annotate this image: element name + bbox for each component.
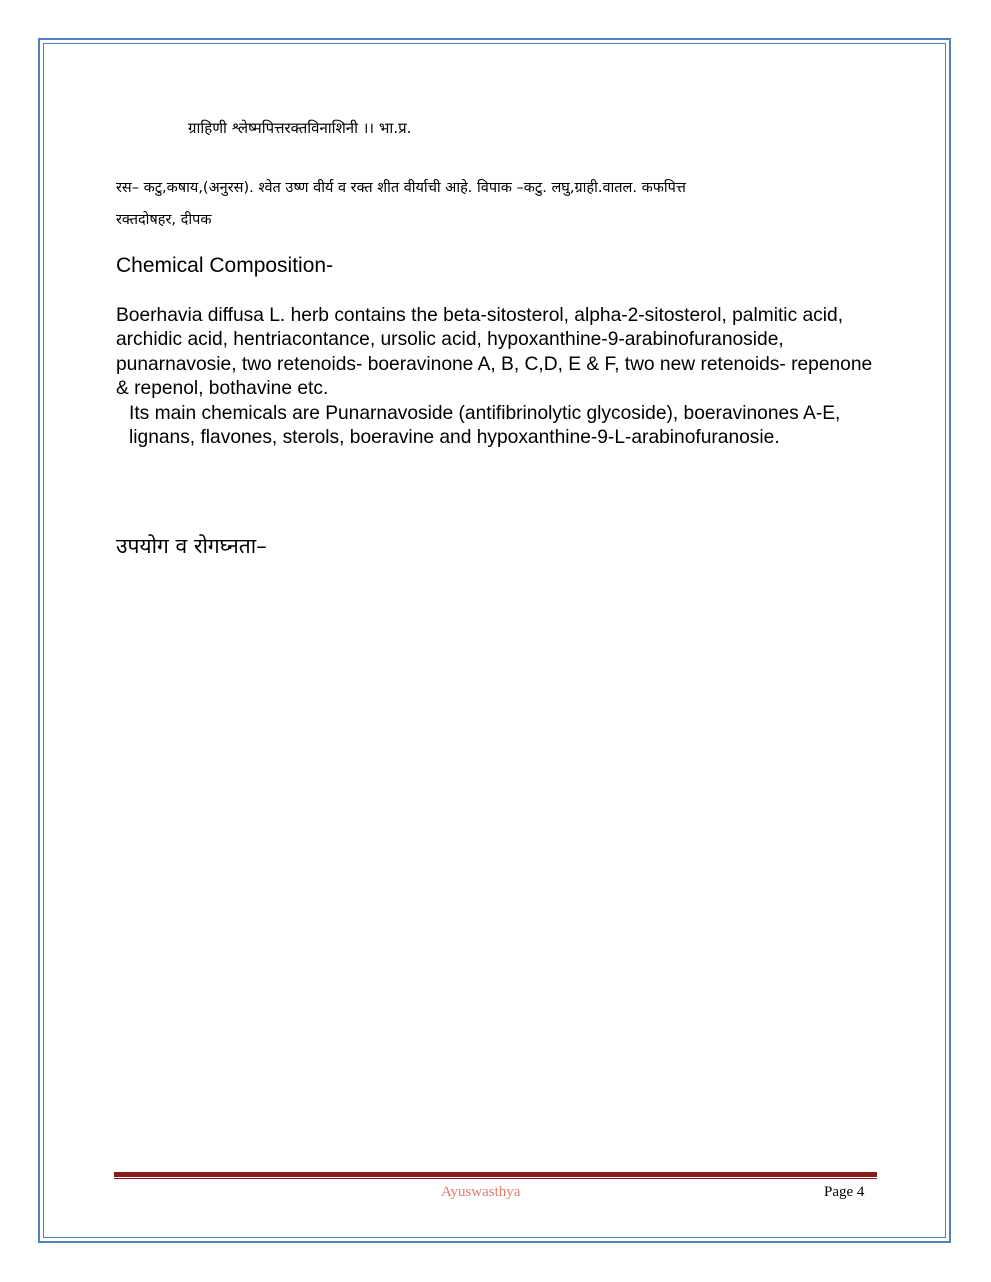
chemical-paragraph-1: Boerhavia diffusa L. herb contains the beta-sitosterol, alpha-2-sitosterol, palmitic acid, archidic acid, hentriacontance, ursolic acid, hypoxanthine-9-arabinofuranoside, punarnavosie, two retenoids- boeravinone A, B, C,D, E & F, two new retenoids- repenone & repenol, bothavine etc. bbox=[116, 305, 873, 400]
shloka-line: ग्राहिणी श्लेष्मपित्तरक्तविनाशिनी ।। भा.प्र. bbox=[188, 119, 412, 137]
footer-rule-thick bbox=[114, 1172, 877, 1177]
uses-heading: उपयोग व रोगघ्नता– bbox=[116, 534, 267, 558]
chemical-composition-heading: Chemical Composition- bbox=[116, 254, 334, 277]
rasa-paragraph bbox=[116, 172, 876, 236]
footer-rule-thin bbox=[114, 1178, 877, 1179]
footer-page-number: Page 4 bbox=[824, 1184, 865, 1200]
chemical-paragraph-2: Its main chemicals are Punarnavoside (antifibrinolytic glycoside), boeravinones A-E, lignans, flavones, sterols, boeravine and hypoxanthine-9-L-arabinofuranosie. bbox=[129, 402, 841, 449]
rasa-line-2: रक्तदोषहर, दीपक bbox=[116, 212, 212, 228]
chemical-composition-text bbox=[116, 304, 876, 450]
footer-brand: Ayuswasthya bbox=[441, 1184, 521, 1200]
rasa-line-1: रस– कटु,कषाय,(अनुरस). श्वेत उष्ण वीर्य व रक्त शीत वीर्याची आहे. विपाक –कटु. लघु,ग्राही.वातल. कफपित्त bbox=[116, 180, 686, 196]
